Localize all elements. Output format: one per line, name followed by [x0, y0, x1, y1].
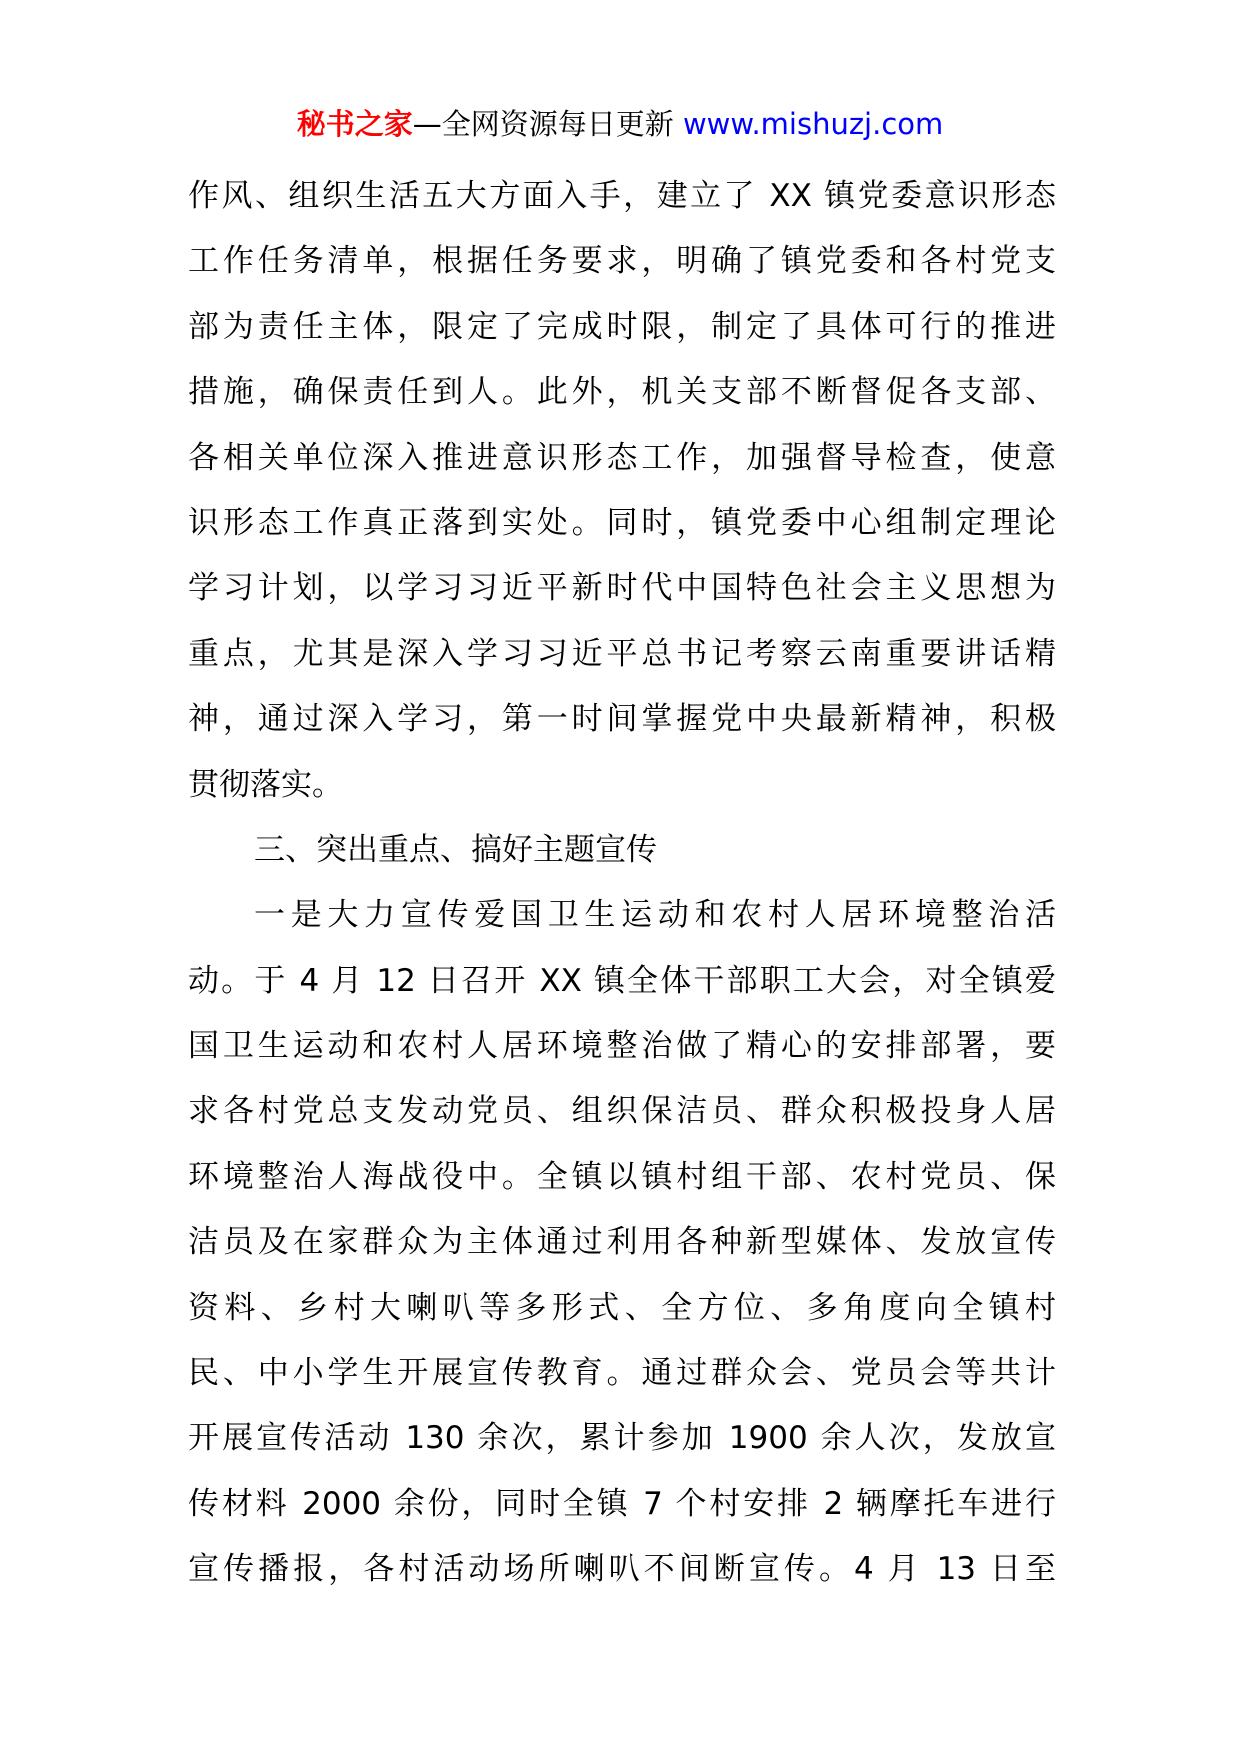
text-line: 工作任务清单，根据任务要求，明确了镇党委和各村党支: [188, 243, 1056, 280]
header-tagline: —全网资源每日更新: [412, 107, 674, 141]
text-line: 重点，尤其是深入学习习近平总书记考察云南重要讲话精: [188, 635, 1056, 672]
text-line: 贯彻落实。: [188, 766, 343, 803]
text-line: 环境整治人海战役中。全镇以镇村组干部、农村党员、保: [188, 1158, 1056, 1195]
text-line: 部为责任主体，限定了完成时限，制定了具体可行的推进: [188, 308, 1056, 345]
text-line: 一是大力宣传爱国卫生运动和农村人居环境整治活: [254, 897, 1056, 934]
header-url-link[interactable]: www.mishuzj.com: [682, 107, 944, 141]
text-line: 措施，确保责任到人。此外，机关支部不断督促各支部、: [188, 374, 1056, 411]
section-heading: [188, 818, 1056, 883]
paragraph-1: [188, 164, 1056, 818]
text-line: 识形态工作真正落到实处。同时，镇党委中心组制定理论: [188, 504, 1056, 541]
text-line: 求各村党总支发动党员、组织保洁员、群众积极投身人居: [188, 1093, 1056, 1130]
text-line: 洁员及在家群众为主体通过利用各种新型媒体、发放宣传: [188, 1224, 1056, 1261]
text-line: 学习计划，以学习习近平新时代中国特色社会主义思想为: [188, 570, 1056, 607]
paragraph-2: [188, 883, 1056, 1602]
text-line: 开展宣传活动 130 余次，累计参加 1900 余人次，发放宣: [188, 1420, 1056, 1457]
page-header: [0, 100, 1240, 148]
text-line: 传材料 2000 余份，同时全镇 7 个村安排 2 辆摩托车进行: [188, 1485, 1056, 1522]
text-line: 民、中小学生开展宣传教育。通过群众会、党员会等共计: [188, 1355, 1056, 1392]
text-line: 国卫生运动和农村人居环境整治做了精心的安排部署，要: [188, 1028, 1056, 1065]
heading-line: 三、突出重点、搞好主题宣传: [254, 831, 657, 868]
header-brand: 秘书之家: [296, 107, 413, 141]
text-line: 宣传播报，各村活动场所喇叭不间断宣传。4 月 13 日至: [188, 1551, 1056, 1588]
text-line: 作风、组织生活五大方面入手，建立了 XX 镇党委意识形态: [188, 178, 1056, 214]
text-line: 神，通过深入学习，第一时间掌握党中央最新精神，积极: [188, 701, 1056, 738]
text-line: 动。于 4 月 12 日召开 XX 镇全体干部职工大会，对全镇爱: [188, 962, 1056, 999]
document-body: [188, 164, 1056, 1603]
text-line: 各相关单位深入推进意识形态工作，加强督导检查，使意: [188, 439, 1056, 476]
text-line: 资料、乡村大喇叭等多形式、全方位、多角度向全镇村: [188, 1289, 1056, 1326]
